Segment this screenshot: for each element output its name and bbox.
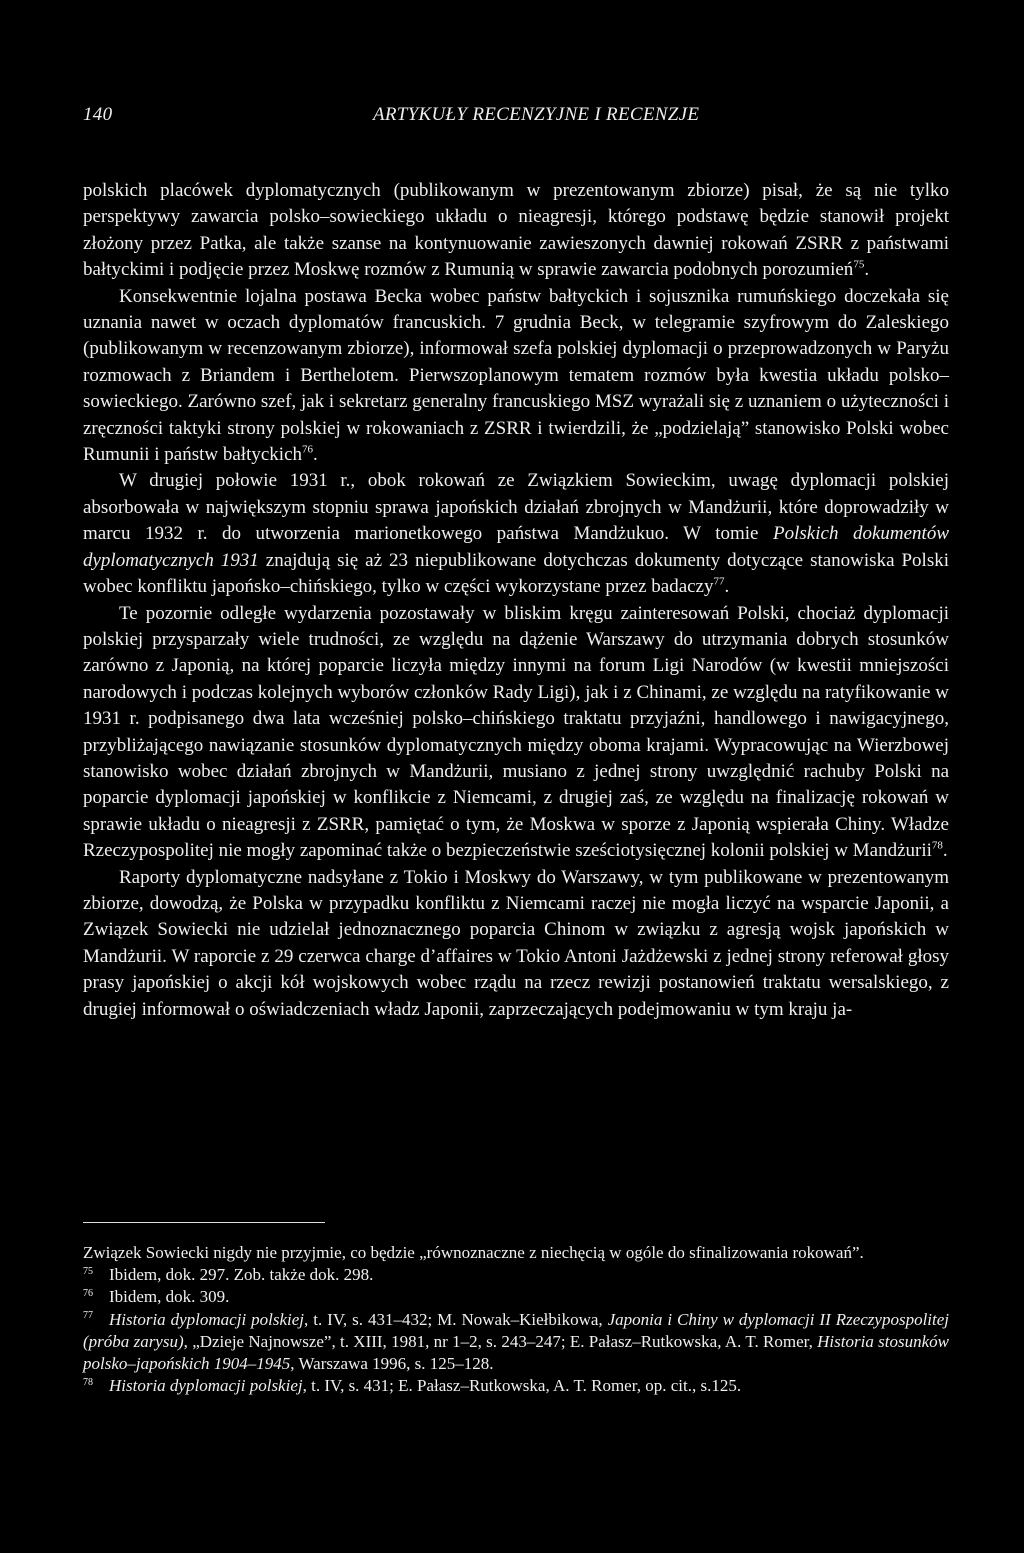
footnote-text: , t. IV, s. 431; E. Pałasz–Rutkowska, A. T. Romer, op. cit., s.125. [302, 1376, 742, 1396]
punctuation: . [724, 576, 730, 598]
footnote-text: Związek Sowiecki nigdy nie przyjmie, co będzie „równoznaczne z niechęcią w ogóle do sfinalizowania rokowań”. [83, 1243, 864, 1262]
paragraph-2 [83, 284, 949, 469]
paragraph-4 [83, 601, 949, 865]
footnote-75: 75 Ibidem, dok. 297. Zob. także dok. 298. [83, 1265, 374, 1285]
footnote-text: Ibidem, dok. 297. Zob. także dok. 298. [109, 1265, 374, 1285]
footnote-text: Ibidem, dok. 309. [109, 1287, 230, 1307]
punctuation: . [864, 259, 870, 281]
footnotes [83, 1242, 949, 1397]
footnote-78: 78 Historia dyplomacji polskiej, t. IV, s. 431; E. Pałasz–Rutkowska, A. T. Romer, op. cit., s.125. [83, 1376, 742, 1396]
footnote-separator [83, 1222, 325, 1223]
cited-title: Polskich dokumentów dyplomatycznych 1931 [83, 523, 949, 571]
cited-title: Historia stosunków polsko–japońskich 1904–1945 [83, 1331, 949, 1374]
main-text [83, 178, 949, 1023]
footnote-ref: 76 [302, 443, 314, 456]
page-header [83, 104, 949, 134]
paragraph-5 [83, 865, 949, 1023]
footnote-text: , t. IV, s. 431–432; M. Nowak–Kiełbikowa, [304, 1309, 608, 1329]
footnote-ref: 75 [853, 258, 865, 271]
paragraph-text: polskich placówek dyplomatycznych (publikowanym w prezentowanym zbiorze) pisał, że są nie tylko perspektywy zawarcia polsko–sowieckiego układu o nieagresji, którego podstawę będzie stanowił projekt złożony przez Patka, ale także szanse na kontynuowanie zawieszonych dawniej rokowań ZSRR z państwami bałtyckimi i podjęcie przez Moskwę rozmów z Rumunią w sprawie zawarcia podobnych porozumień [83, 180, 949, 281]
punctuation: . [313, 444, 318, 466]
paragraph-text: znajdują się aż 23 niepublikowane dotychczas dokumenty dotyczące stanowiska Polski wobec konfliktu japońsko–chińskiego, tylko w części wykorzystane przez badaczy [83, 549, 949, 598]
paragraph-3 [83, 468, 949, 600]
running-title: ARTYKUŁY RECENZYJNE I RECENZJE [373, 104, 700, 125]
cited-title: Historia dyplomacji polskiej [109, 1376, 303, 1396]
cited-title: Historia dyplomacji polskiej [109, 1309, 305, 1329]
footnote-ref: 77 [713, 575, 725, 588]
paragraph-text: W drugiej połowie 1931 r., obok rokowań ze Związkiem Sowieckim, uwagę dyplomacji polskiej absorbowała w największym stopniu sprawa japońskich działań zbrojnych w Mandżurii, które doprowadziły w marcu 1932 r. do utworzenia marionetkowego państwa Mandżukuo. W tomie [83, 470, 949, 545]
footnote-text: , „Dzieje Najnowsze”, t. XIII, 1981, nr 1–2, s. 243–247; E. Pałasz–Rutkowska, A. T. Romer, [183, 1331, 818, 1351]
punctuation: . [942, 840, 948, 862]
footnote-76: 76 Ibidem, dok. 309. [83, 1287, 230, 1307]
paragraph-text: Konsekwentnie lojalna postawa Becka wobec państw bałtyckich i sojusznika rumuńskiego doczekała się uznania nawet w oczach dyplomatów francuskich. 7 grudnia Beck, w telegramie szyfrowym do Zaleskiego (publikowanym w recenzowanym zbiorze), informował szefa polskiej dyplomacji o przeprowadzonych w Paryżu rozmowach z Briandem i Berthelotem. Pierwszoplanowym tematem rozmów była kwestia układu polsko–sowieckiego. Zarówno szef, jak i sekretarz generalny francuskiego MSZ wyrażali się z uznaniem o użyteczności i zręczności taktyki strony polskiej w rokowaniach z ZSRR i twierdzili, że „podzielają” stanowisko Polski wobec Rumunii i państw bałtyckich [83, 285, 949, 466]
paragraph-text: Te pozornie odległe wydarzenia pozostawały w bliskim kręgu zainteresowań Polski, chociaż dyplomacji polskiej przysparzały wiele trudności, ze względu na dążenie Warszawy do utrzymania dobrych stosunków zarówno z Japonią, na której poparcie liczyła między innymi na forum Ligi Narodów (w kwestii mniejszości narodowych i podczas kolejnych wyborów członków Rady Ligi), jak i z Chinami, ze względu na ratyfikowanie w 1931 r. podpisanego dwa lata wcześniej polsko–chińskiego traktatu przyjaźni, handlowego i nawigacyjnego, przybliżającego nawiązanie stosunków dyplomatycznych między oboma krajami. Wypracowując na Wierzbowej stanowisko wobec działań zbrojnych w Mandżurii, musiano z jednej strony uwzględnić rachuby Polski na poparcie dyplomacji japońskiej w konflikcie z Niemcami, z drugiej zaś, ze względu na finalizację rokowań w sprawie układu o nieagresji z ZSRR, pamiętać o tym, że Moskwa w sporze z Japonią wspierała Chiny. Władze Rzeczypospolitej nie mogły zapominać także o bezpieczeństwie sześciotysięcznej kolonii polskiej w Mandżurii [83, 602, 949, 862]
footnote-text: , Warszawa 1996, s. 125–128. [290, 1354, 494, 1374]
footnote-77: 77 Historia dyplomacji polskiej, t. IV, s. 431–432; M. Nowak–Kiełbikowa, Japonia i Chiny w dyplomacji II Rzeczypospolitej (próba zarysu), „Dzieje Najnowsze”, t. XIII, 1981, nr 1–2, s. 243–247; E. Pałasz–Rutkowska, A. T. Romer, Historia stosunków polsko–japońskich 1904–1945, Warszawa 1996, s. 125–128. [83, 1309, 950, 1374]
footnote-continuation [83, 1242, 949, 1264]
page-number: 140 [83, 104, 113, 125]
paragraph-text: Raporty dyplomatyczne nadsyłane z Tokio i Moskwy do Warszawy, w tym publikowane w prezentowanym zbiorze, dowodzą, że Polska w przypadku konfliktu z Niemcami raczej nie mogła liczyć na wsparcie Japonii, a Związek Sowiecki nie udzielał jednoznacznego poparcia Chinom w związku z agresją wojsk japońskich w Mandżurii. W raporcie z 29 czerwca charge d’affaires w Tokio Antoni Jażdżewski z jednej strony referował głosy prasy japońskiej o akcji kół wojskowych wobec rządu na rzecz rewizji postanowień traktatu wersalskiego, z drugiej informował o oświadczeniach władz Japonii, zaprzeczających podejmowaniu w tym kraju ja- [83, 866, 949, 1020]
cited-title: Japonia i Chiny w dyplomacji II Rzeczypospolitej (próba zarysu) [83, 1309, 950, 1351]
paragraph-1 [83, 178, 949, 284]
footnote-ref: 78 [931, 839, 943, 852]
